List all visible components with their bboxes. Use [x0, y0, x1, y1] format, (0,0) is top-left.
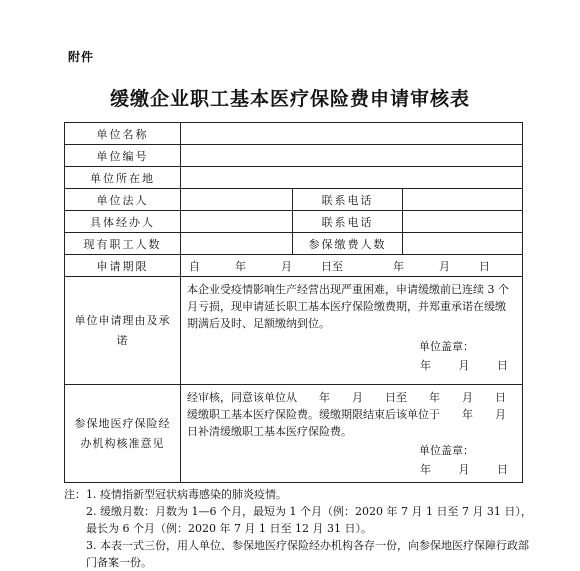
- period-from: 自: [189, 259, 200, 273]
- contact-phone-field-1[interactable]: [403, 189, 523, 211]
- period-month-2: 月: [439, 259, 450, 273]
- note-1: 注：1. 疫情指新型冠状病毒感染的肺炎疫情。: [64, 488, 287, 501]
- row-unit-name: [65, 123, 523, 145]
- current-staff-field[interactable]: [181, 233, 293, 255]
- row-apply-period: [65, 255, 523, 277]
- reason-text: 本企业受疫情影响生产经营出现严重困难，申请缓缴前已连续 3 个月亏损，现申请延长职工基本医疗保险缴费期，并郑重承诺在缓缴期满后及时、足额缴纳到位。: [187, 283, 509, 330]
- unit-address-label: 单位所在地: [65, 167, 181, 189]
- unit-address-field[interactable]: [181, 167, 523, 189]
- period-day-1: 日至: [321, 259, 343, 273]
- current-staff-label: 现有职工人数: [65, 233, 181, 255]
- form-title: 缓缴企业职工基本医疗保险费申请审核表: [109, 88, 470, 110]
- note-3: 3. 本表一式三份，用人单位、参保地医疗保险经办机构各存一份，向参保地医疗保障行政部门备案一份。: [86, 539, 529, 569]
- unit-code-label: 单位编号: [65, 145, 181, 167]
- period-year-1: 年: [235, 259, 246, 273]
- review-label: 参保地医疗保险经办机构核准意见: [65, 385, 181, 483]
- handler-field[interactable]: [181, 211, 293, 233]
- unit-name-label: 单位名称: [65, 123, 181, 145]
- row-unit-address: [65, 167, 523, 189]
- legal-rep-field[interactable]: [181, 189, 293, 211]
- review-date: 年 月 日: [420, 463, 508, 476]
- application-form-table: [64, 122, 528, 483]
- note-2: 2. 缓缴月数：月数为 1—6 个月，最短为 1 个月（例：2020 年 7 月 1 日至 7 月 31 日），最长为 6 个月（例：2020 年 7 月 1 日至 12 月 31 日）。: [86, 505, 532, 535]
- contact-phone-field-2[interactable]: [403, 211, 523, 233]
- contact-phone-label-1: 联系电话: [293, 189, 403, 211]
- review-seal-label: 单位盖章：: [419, 444, 474, 457]
- apply-period-field[interactable]: [181, 255, 523, 277]
- legal-rep-label: 单位法人: [65, 189, 181, 211]
- contact-phone-label-2: 联系电话: [293, 211, 403, 233]
- unit-name-field[interactable]: [181, 123, 523, 145]
- period-day-2: 日: [479, 259, 490, 273]
- unit-code-field[interactable]: [181, 145, 523, 167]
- insured-count-field[interactable]: [403, 233, 523, 255]
- handler-label: 具体经办人: [65, 211, 181, 233]
- unit-date: 年 月 日: [420, 359, 508, 372]
- insured-count-label: 参保缴费人数: [293, 233, 403, 255]
- apply-period-label: 申请期限: [65, 255, 181, 277]
- review-field[interactable]: [181, 385, 528, 483]
- row-unit-code: [65, 145, 523, 167]
- row-review: [65, 385, 523, 483]
- attachment-label: 附件: [68, 50, 95, 64]
- row-reason: [65, 277, 523, 385]
- row-staff: [65, 233, 523, 255]
- reason-field[interactable]: [181, 277, 523, 385]
- period-year-2: 年: [393, 259, 404, 273]
- row-legal-rep: [65, 189, 523, 211]
- reason-label: 单位申请理由及承诺: [65, 277, 181, 385]
- notes-section: [64, 486, 534, 571]
- row-handler: [65, 211, 523, 233]
- unit-seal-label: 单位盖章：: [419, 340, 474, 353]
- review-text: 经审核，同意该单位从 年 月 日至 年 月 日缓缴职工基本医疗保险费。缓缴期限结束后该单位于 年 月 日补清缓缴职工基本医疗保险费。: [187, 391, 528, 438]
- period-month-1: 月: [281, 259, 292, 273]
